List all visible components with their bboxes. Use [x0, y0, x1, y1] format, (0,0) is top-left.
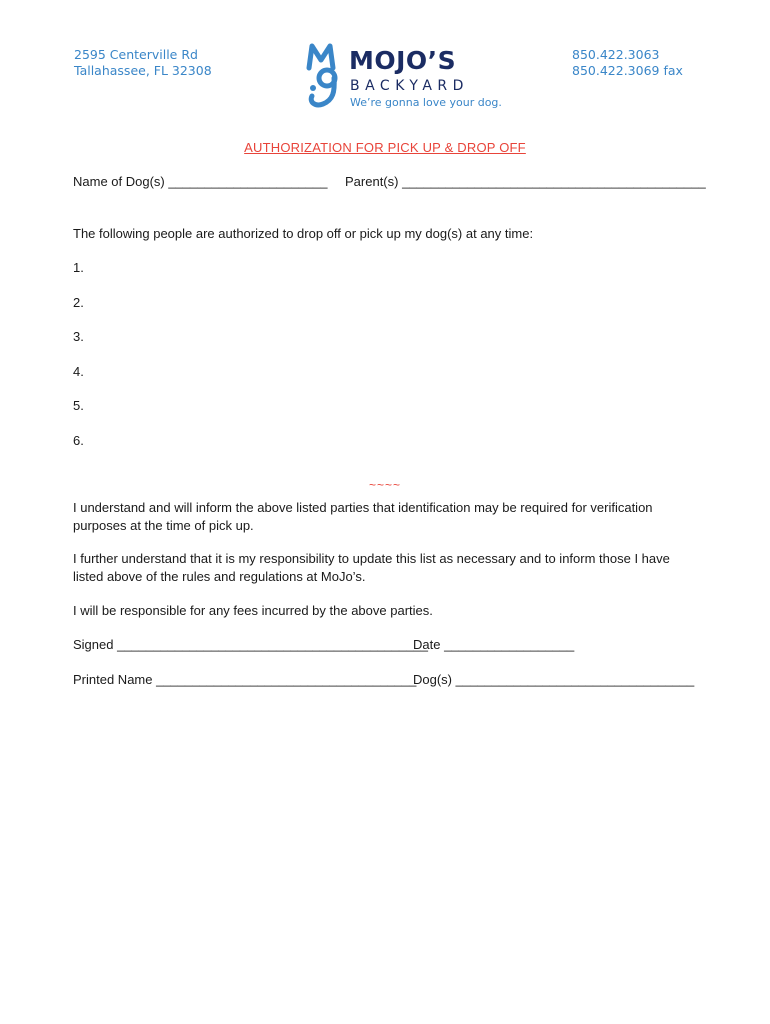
dogs-field[interactable]: Dog(s) _________________________________: [413, 672, 695, 687]
authorized-people-list: [73, 260, 84, 467]
date-field[interactable]: Date __________________: [413, 637, 575, 652]
mojos-backyard-logo: [303, 40, 502, 114]
signed-field[interactable]: Signed ___________________________________________: [73, 637, 428, 652]
fax-number: 850.422.3069 fax: [572, 63, 683, 78]
address-line-1: 2595 Centerville Rd: [74, 47, 198, 62]
business-address: [74, 47, 212, 79]
dog-parent-row: [73, 174, 706, 189]
dog-mark-icon: [303, 40, 347, 114]
dog-name-field[interactable]: Name of Dog(s) ______________________: [73, 174, 328, 189]
list-item[interactable]: 4.: [73, 363, 84, 379]
authorization-intro: The following people are authorized to drop off or pick up my dog(s) at any time:: [73, 226, 534, 241]
list-item[interactable]: 2.: [73, 294, 84, 310]
logo-name: MOJO’S: [349, 46, 457, 75]
form-title: AUTHORIZATION FOR PICK UP & DROP OFF: [244, 140, 526, 155]
address-line-2: Tallahassee, FL 32308: [74, 63, 212, 78]
logo-subname: BACKYARD: [350, 78, 469, 94]
list-item[interactable]: 6.: [73, 432, 84, 448]
signature-row: [73, 637, 575, 652]
printed-name-field[interactable]: Printed Name ____________________________________: [73, 672, 417, 687]
list-item[interactable]: 5.: [73, 398, 84, 413]
verification-paragraph: I understand and will inform the above listed parties that identification may be required for verification purposes at the time of pick up.: [73, 500, 653, 533]
logo-tagline: We’re gonna love your dog.: [350, 96, 502, 109]
parent-field[interactable]: Parent(s) __________________________________________: [345, 174, 706, 189]
phone-number: 850.422.3063: [572, 47, 660, 62]
section-separator: ~~~~: [368, 478, 402, 492]
list-item[interactable]: 1.: [73, 260, 84, 275]
fees-paragraph: I will be responsible for any fees incurred by the above parties.: [73, 603, 433, 618]
business-phone: [572, 47, 683, 79]
printed-name-row: [73, 672, 695, 687]
responsibility-paragraph: I further understand that it is my responsibility to update this list as necessary and to inform those I have listed above of the rules and regulations at MoJo’s.: [73, 551, 670, 584]
list-item[interactable]: 3.: [73, 329, 84, 344]
